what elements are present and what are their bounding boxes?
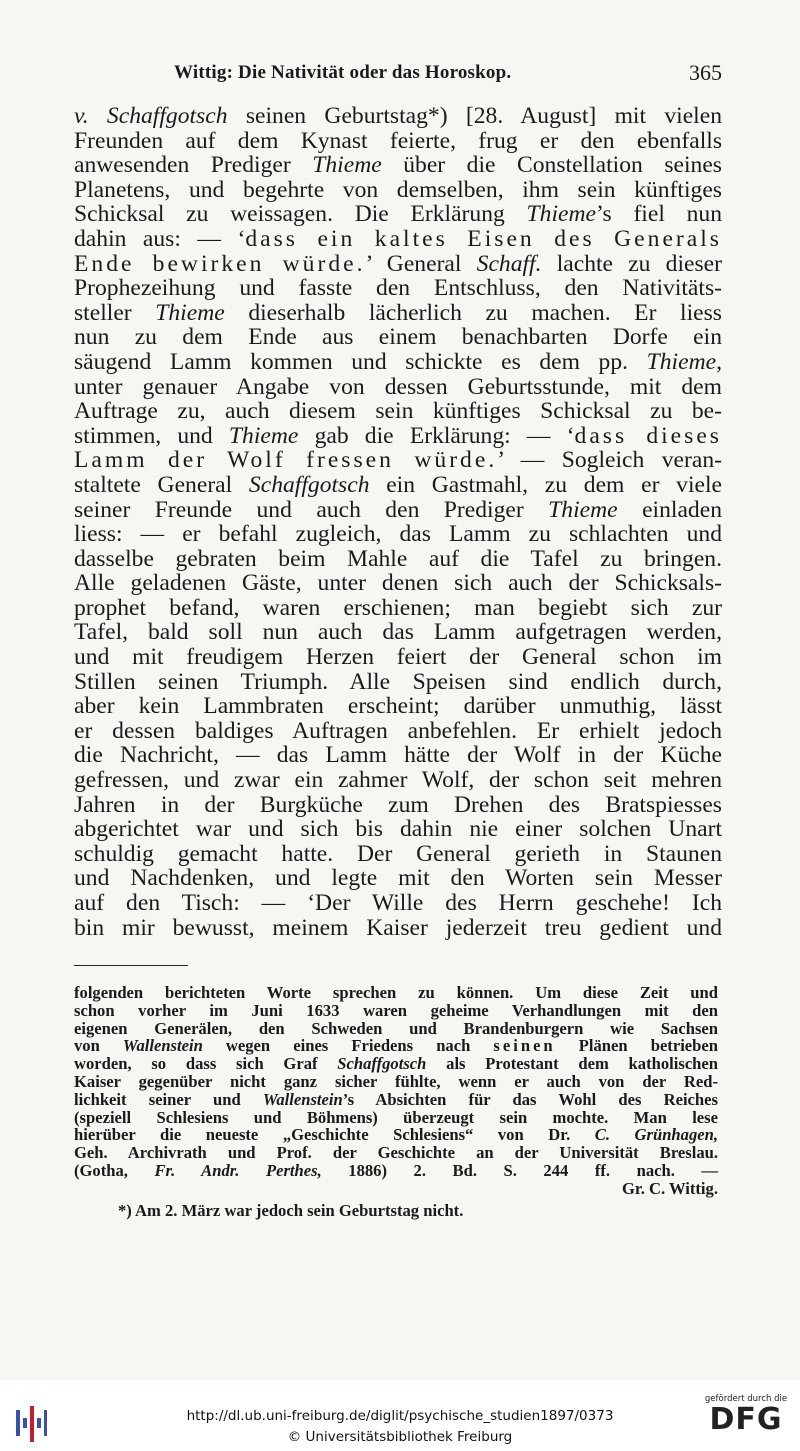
text-run: die Nachricht, — das Lamm hätte der Wolf in der Küche: [74, 742, 722, 769]
text-run: schuldig gemacht hatte. Der General gerieth in Staunen: [74, 840, 722, 867]
text-run: Stillen seinen Triumph. Alle Speisen sind endlich durch,: [74, 668, 722, 695]
text-run: von: [74, 1036, 123, 1056]
footnote-line: [74, 1109, 718, 1127]
text-run: anwesenden Prediger: [74, 152, 313, 179]
text-line: [74, 916, 722, 941]
text-line: [74, 743, 722, 768]
text-line: [74, 522, 722, 547]
text-run: Jahren in der Burgküche zum Drehen des Bratspiesses: [74, 791, 722, 818]
text-run: gab die Erklärung: — ‘: [298, 422, 575, 449]
italic-name: Thieme: [228, 422, 299, 449]
italic-name: v. Schaffgotsch: [74, 103, 228, 129]
text-run: er dessen baldiges Auftragen anbefehlen. Er erhielt jedoch: [74, 717, 722, 744]
text-line: [74, 104, 722, 129]
text-run: einladen: [617, 496, 722, 523]
text-run: lachte zu dieser: [541, 250, 722, 277]
text-run: säugend Lamm kommen und schickte es dem pp.: [74, 348, 647, 375]
text-line: [74, 178, 722, 203]
text-line: [74, 153, 722, 178]
text-run: und Nachdenken, und legte mit den Worten sein Messer: [74, 865, 722, 892]
text-run: (Gotha,: [74, 1160, 155, 1180]
viewer-footer: [0, 1380, 800, 1451]
text-run: worden, so dass sich Graf: [74, 1054, 338, 1074]
text-run: ein Gastmahl, zu dem er viele: [369, 471, 723, 498]
footnote-separator: [74, 965, 188, 966]
text-line: [74, 276, 722, 301]
footnote-line: [74, 1162, 718, 1180]
text-run: schon vorher im Juni 1633 waren geheime Verhandlungen mit den: [74, 1000, 718, 1020]
text-line: [74, 571, 722, 596]
italic-name: Schaffgotsch: [337, 1054, 427, 1074]
text-line: [74, 694, 722, 719]
text-run: unter genauer Angabe von dessen Geburtsstunde, mit dem: [74, 373, 722, 400]
dfg-logo: [700, 1394, 792, 1436]
text-line: [74, 547, 722, 572]
text-line: [74, 399, 722, 424]
text-line: [74, 891, 722, 916]
page-number: 365: [689, 60, 722, 85]
text-line: [74, 596, 722, 621]
italic-name: Wallenstein: [122, 1036, 203, 1056]
text-run: Geh. Archivrath und Prof. der Geschichte an der Universität Breslau.: [74, 1143, 718, 1163]
text-line: [74, 866, 722, 891]
italic-name: C. Grünhagen,: [594, 1125, 718, 1145]
italic-name: Thieme: [526, 201, 596, 228]
footnote-line: [74, 1002, 718, 1020]
text-run: folgenden berichteten Worte sprechen zu können. Um diese Zeit und: [74, 983, 718, 1002]
text-run: prophet befand, waren erschienen; man begiebt sich zur: [74, 594, 722, 621]
text-run: aber kein Lammbraten erscheint; darüber unmuthig, lässt: [74, 693, 722, 720]
main-text: [74, 104, 722, 940]
text-line: [74, 227, 722, 252]
text-run: über die Constellation seines: [381, 152, 722, 179]
footnote-line: [74, 1055, 718, 1073]
text-run: als Protestant dem katholischen: [426, 1054, 719, 1074]
text-run: Plänen betrieben: [555, 1036, 718, 1056]
copyright-notice: © Universitätsbibliothek Freiburg: [287, 1429, 513, 1445]
footnote-signature: Gr. C. Wittig.: [621, 1178, 718, 1198]
footnote-line: [74, 1144, 718, 1162]
italic-name: Thieme: [312, 152, 382, 179]
text-line: [74, 817, 722, 842]
footnote-line: [74, 1091, 718, 1109]
text-run: ’s fiel nun: [596, 201, 722, 228]
text-run: gefressen, und zwar ein zahmer Wolf, der schon seit mehren: [74, 767, 722, 794]
text-run: wegen eines Friedens nach: [202, 1036, 494, 1056]
text-line: [74, 842, 722, 867]
spaced-emphasis: Lamm der Wolf fressen würde.: [74, 447, 498, 474]
text-line: [74, 498, 722, 523]
text-line: [74, 350, 722, 375]
text-run: steller: [74, 299, 156, 326]
text-run: staltete General: [74, 471, 249, 498]
text-run: abgerichtet war und sich bis dahin nie einer solchen Unart: [74, 816, 722, 843]
text-line: [74, 793, 722, 818]
text-run: bin mir bewusst, meinem Kaiser jederzeit treu gedient und: [74, 914, 722, 941]
text-run: ’s Absichten für das Wohl des Reiches: [342, 1089, 718, 1109]
footnote-star: *) Am 2. März war jedoch sein Geburtstag nicht.: [118, 1200, 464, 1220]
text-run: Freunden auf dem Kynast feierte, frug er den ebenfalls: [74, 127, 722, 154]
text-line: [74, 620, 722, 645]
running-head: Wittig: Die Nativität oder das Horoskop.: [174, 62, 512, 83]
text-line: [74, 670, 722, 695]
text-line: [74, 129, 722, 154]
text-line: [74, 719, 722, 744]
spaced-emphasis: Ende bewirken würde.: [74, 250, 366, 277]
text-run: seiner Freunde und auch den Prediger: [74, 496, 549, 523]
text-line: [74, 448, 722, 473]
italic-name: Schaff.: [476, 250, 542, 277]
text-line: [74, 301, 722, 326]
text-run: dahin aus: — ‘: [74, 225, 246, 252]
dfg-wordmark: DFG: [709, 1402, 783, 1437]
text-run: Planetens, und begehrte von demselben, ihm sein künftiges: [74, 176, 722, 203]
italic-name: Wallenstein: [262, 1089, 343, 1109]
italic-name: Thieme: [155, 299, 225, 326]
spaced-emphasis: dass ein kaltes Eisen des Generals: [245, 225, 722, 252]
footnote-continuation: [74, 984, 718, 1180]
text-line: [74, 768, 722, 793]
text-line: [74, 473, 722, 498]
text-run: Prophezeihung und fasste den Entschluss, den Nativitäts-: [74, 275, 722, 302]
spaced-emphasis: seinen: [493, 1036, 556, 1056]
text-run: Alle geladenen Gäste, unter denen sich auch der Schicksals-: [74, 570, 722, 597]
text-run: ’ General: [365, 250, 477, 277]
text-run: lichkeit seiner und: [74, 1089, 263, 1109]
text-run: liess: — er befahl zugleich, das Lamm zu schlachten und: [74, 521, 722, 548]
italic-name: Fr. Andr. Perthes,: [154, 1160, 322, 1180]
text-run: dasselbe gebraten beim Mahle auf die Tafel zu bringen.: [74, 545, 722, 572]
text-line: [74, 252, 722, 277]
page-header: [74, 60, 722, 88]
text-run: Kaiser gegenüber nicht ganz sicher fühlte, wenn er auch von der Red-: [74, 1071, 718, 1091]
text-run: stimmen, und: [74, 422, 229, 449]
text-line: [74, 202, 722, 227]
text-line: [74, 645, 722, 670]
dfg-caption: gefördert durch die: [704, 1394, 788, 1404]
text-run: seinen Geburtstag*) [28. August] mit vielen: [227, 103, 723, 129]
text-line: [74, 325, 722, 350]
footnote-line: [74, 984, 718, 1002]
text-run: 1886) 2. Bd. S. 244 ff. nach. —: [321, 1160, 718, 1180]
footnotes: [74, 984, 718, 1219]
text-run: Tafel, bald soll nun auch das Lamm aufgetragen werden,: [74, 619, 722, 646]
text-line: [74, 424, 722, 449]
text-run: hierüber die neueste „Geschichte Schlesiens“ von Dr.: [74, 1125, 595, 1145]
text-run: ’ — Sogleich veran-: [497, 447, 722, 474]
footnote-line: [74, 1037, 718, 1055]
footnote-line: [74, 1020, 718, 1038]
italic-name: Thieme,: [646, 348, 722, 375]
text-line: [74, 375, 722, 400]
footnote-line: [74, 1126, 718, 1144]
text-run: Schicksal zu weissagen. Die Erklärung: [74, 201, 527, 228]
text-run: eigenen Generälen, den Schweden und Brandenburgern wie Sachsen: [74, 1018, 718, 1038]
footnote-line: [74, 1073, 718, 1091]
italic-name: Thieme: [548, 496, 618, 523]
spaced-emphasis: dass dieses: [574, 422, 722, 449]
text-run: dieserhalb lächerlich zu machen. Er liess: [224, 299, 722, 326]
text-run: nun zu dem Ende aus einem benachbarten Dorfe ein: [74, 324, 722, 351]
text-run: und mit freudigem Herzen feiert der General schon im: [74, 644, 722, 671]
text-run: Auftrage zu, auch diesem sein künftiges Schicksal zu be-: [74, 398, 722, 425]
text-run: auf den Tisch: — ‘Der Wille des Herrn geschehe! Ich: [74, 890, 722, 916]
italic-name: Schaffgotsch: [248, 471, 370, 498]
permalink-url[interactable]: http://dl.ub.uni-freiburg.de/diglit/psychische_studien1897/0373: [186, 1408, 614, 1424]
text-run: (speziell Schlesiens und Böhmens) überzeugt sein mochte. Man lese: [74, 1107, 718, 1127]
